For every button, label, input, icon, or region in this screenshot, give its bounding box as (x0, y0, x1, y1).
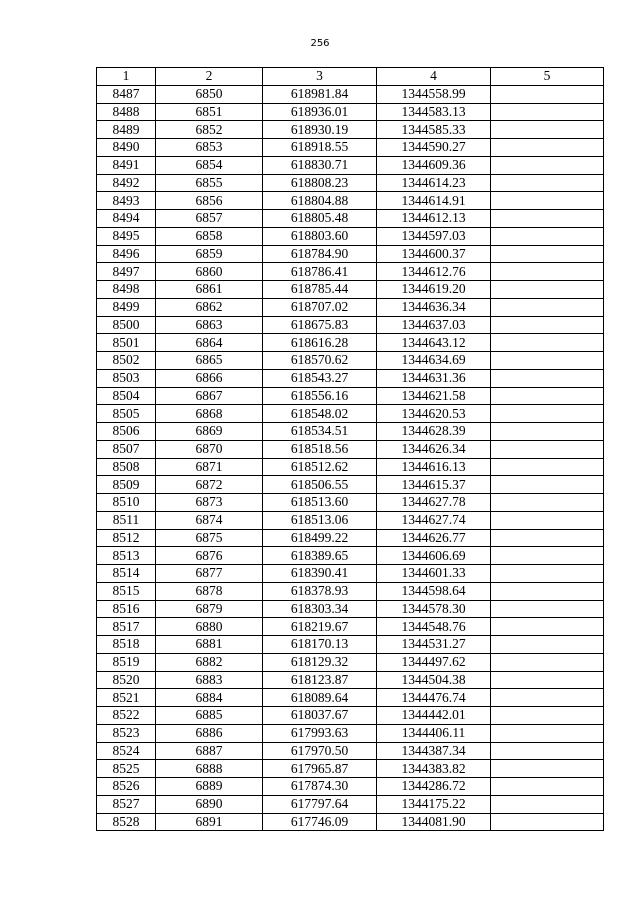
table-cell: 618499.22 (263, 529, 377, 547)
table-cell: 1344626.34 (377, 440, 491, 458)
table-cell: 618389.65 (263, 547, 377, 565)
table-cell: 8490 (97, 139, 156, 157)
table-cell: 8502 (97, 352, 156, 370)
table-cell: 617874.30 (263, 778, 377, 796)
table-cell: 6867 (156, 387, 263, 405)
table-row (97, 405, 604, 423)
table-cell: 6885 (156, 707, 263, 725)
table-cell (491, 440, 604, 458)
table-cell: 618785.44 (263, 281, 377, 299)
table-cell: 6875 (156, 529, 263, 547)
table-cell (491, 298, 604, 316)
table-cell: 8499 (97, 298, 156, 316)
table-cell: 8495 (97, 227, 156, 245)
table-cell (491, 653, 604, 671)
table-cell: 1344590.27 (377, 139, 491, 157)
table-cell (491, 192, 604, 210)
table-cell: 617970.50 (263, 742, 377, 760)
table-cell: 8511 (97, 511, 156, 529)
table-cell: 8512 (97, 529, 156, 547)
table-cell (491, 707, 604, 725)
table-cell: 1344406.11 (377, 724, 491, 742)
table-cell (491, 85, 604, 103)
table-row (97, 476, 604, 494)
table-row (97, 263, 604, 281)
table-cell: 6860 (156, 263, 263, 281)
table-row (97, 778, 604, 796)
table-cell: 1344175.22 (377, 795, 491, 813)
table-cell: 6862 (156, 298, 263, 316)
table-cell (491, 352, 604, 370)
table-cell: 6874 (156, 511, 263, 529)
table-row (97, 795, 604, 813)
table-cell: 6883 (156, 671, 263, 689)
table-cell: 1344585.33 (377, 121, 491, 139)
table-cell (491, 316, 604, 334)
table-cell: 6857 (156, 210, 263, 228)
table-row (97, 352, 604, 370)
table-cell: 618543.27 (263, 369, 377, 387)
table-cell (491, 476, 604, 494)
table-cell: 6870 (156, 440, 263, 458)
table-cell: 6884 (156, 689, 263, 707)
table-cell: 6880 (156, 618, 263, 636)
table-cell: 1344504.38 (377, 671, 491, 689)
table-cell: 1344612.13 (377, 210, 491, 228)
table-cell: 618037.67 (263, 707, 377, 725)
table-cell: 618803.60 (263, 227, 377, 245)
table-cell: 6868 (156, 405, 263, 423)
table-cell: 1344598.64 (377, 582, 491, 600)
table-cell: 618123.87 (263, 671, 377, 689)
table-cell: 8504 (97, 387, 156, 405)
table-cell: 617746.09 (263, 813, 377, 831)
table-cell (491, 529, 604, 547)
table-cell: 8496 (97, 245, 156, 263)
table-cell: 1344627.78 (377, 494, 491, 512)
table-row (97, 245, 604, 263)
table-cell (491, 174, 604, 192)
table-cell: 6852 (156, 121, 263, 139)
table-cell: 1344621.58 (377, 387, 491, 405)
table-cell: 1344606.69 (377, 547, 491, 565)
table-cell (491, 636, 604, 654)
table-cell (491, 778, 604, 796)
table-cell (491, 210, 604, 228)
table-cell: 6855 (156, 174, 263, 192)
table-cell: 1344442.01 (377, 707, 491, 725)
table-row (97, 653, 604, 671)
column-header: 3 (263, 68, 377, 86)
table-cell: 618513.60 (263, 494, 377, 512)
table-cell: 1344627.74 (377, 511, 491, 529)
table-row (97, 547, 604, 565)
table-row (97, 156, 604, 174)
table-cell: 1344476.74 (377, 689, 491, 707)
table-cell: 6856 (156, 192, 263, 210)
table-row (97, 387, 604, 405)
table-cell: 8521 (97, 689, 156, 707)
table-cell: 8514 (97, 565, 156, 583)
table-cell: 8516 (97, 600, 156, 618)
table-cell: 1344578.30 (377, 600, 491, 618)
table-cell: 1344634.69 (377, 352, 491, 370)
table-cell: 6877 (156, 565, 263, 583)
table-cell: 618804.88 (263, 192, 377, 210)
table-cell: 618129.32 (263, 653, 377, 671)
table-cell: 8505 (97, 405, 156, 423)
table-cell: 8494 (97, 210, 156, 228)
table-cell: 6882 (156, 653, 263, 671)
table-cell: 1344081.90 (377, 813, 491, 831)
table-cell (491, 423, 604, 441)
table-cell (491, 494, 604, 512)
table-cell: 1344614.23 (377, 174, 491, 192)
table-cell: 6881 (156, 636, 263, 654)
table-cell: 618518.56 (263, 440, 377, 458)
table-cell: 6859 (156, 245, 263, 263)
table-row (97, 210, 604, 228)
table-cell (491, 511, 604, 529)
table-cell: 1344609.36 (377, 156, 491, 174)
table-cell: 618786.41 (263, 263, 377, 281)
table-cell (491, 689, 604, 707)
table-cell: 1344601.33 (377, 565, 491, 583)
table-cell: 6889 (156, 778, 263, 796)
table-cell: 1344619.20 (377, 281, 491, 299)
table-cell: 618170.13 (263, 636, 377, 654)
table-cell: 8487 (97, 85, 156, 103)
table-row (97, 636, 604, 654)
table-cell: 6891 (156, 813, 263, 831)
table-cell: 1344616.13 (377, 458, 491, 476)
table-cell: 1344615.37 (377, 476, 491, 494)
table-cell (491, 121, 604, 139)
table-row (97, 174, 604, 192)
table-cell: 6861 (156, 281, 263, 299)
table-cell: 8513 (97, 547, 156, 565)
table-cell: 6858 (156, 227, 263, 245)
table-cell (491, 565, 604, 583)
table-cell (491, 724, 604, 742)
table-cell: 6865 (156, 352, 263, 370)
table-cell (491, 760, 604, 778)
table-cell: 618930.19 (263, 121, 377, 139)
table-cell: 6879 (156, 600, 263, 618)
table-row (97, 671, 604, 689)
table-cell: 6866 (156, 369, 263, 387)
table-cell: 617797.64 (263, 795, 377, 813)
table-cell: 8501 (97, 334, 156, 352)
table-cell: 8491 (97, 156, 156, 174)
table-row (97, 742, 604, 760)
table-cell: 6878 (156, 582, 263, 600)
table-row (97, 511, 604, 529)
table-row (97, 121, 604, 139)
table-cell: 1344631.36 (377, 369, 491, 387)
table-cell: 6890 (156, 795, 263, 813)
table-cell: 6887 (156, 742, 263, 760)
table-cell: 1344626.77 (377, 529, 491, 547)
table-cell: 618219.67 (263, 618, 377, 636)
table-cell (491, 156, 604, 174)
table-cell: 8492 (97, 174, 156, 192)
table-header-row (97, 68, 604, 86)
table-row (97, 298, 604, 316)
table-cell (491, 263, 604, 281)
table-cell: 618707.02 (263, 298, 377, 316)
table-cell (491, 103, 604, 121)
table-cell: 8518 (97, 636, 156, 654)
table-cell: 8525 (97, 760, 156, 778)
table-row (97, 760, 604, 778)
table-row (97, 103, 604, 121)
table-cell: 6873 (156, 494, 263, 512)
table-row (97, 423, 604, 441)
table-cell: 8509 (97, 476, 156, 494)
table-cell: 8489 (97, 121, 156, 139)
table-row (97, 458, 604, 476)
table-cell: 8500 (97, 316, 156, 334)
table-cell: 1344387.34 (377, 742, 491, 760)
table-cell: 1344497.62 (377, 653, 491, 671)
table-cell: 8497 (97, 263, 156, 281)
table-cell (491, 813, 604, 831)
table-cell (491, 387, 604, 405)
table-row (97, 565, 604, 583)
table-cell: 8488 (97, 103, 156, 121)
table-cell: 1344636.34 (377, 298, 491, 316)
table-cell (491, 405, 604, 423)
table-cell: 6888 (156, 760, 263, 778)
table-cell: 8506 (97, 423, 156, 441)
page-number: 256 (310, 38, 330, 49)
table-cell: 618089.64 (263, 689, 377, 707)
table-cell: 618513.06 (263, 511, 377, 529)
table-cell: 618936.01 (263, 103, 377, 121)
table-row (97, 689, 604, 707)
column-header: 2 (156, 68, 263, 86)
table-row (97, 618, 604, 636)
table-row (97, 600, 604, 618)
table-cell: 8493 (97, 192, 156, 210)
table-cell: 6871 (156, 458, 263, 476)
table-cell (491, 618, 604, 636)
table-cell: 1344286.72 (377, 778, 491, 796)
table-cell (491, 245, 604, 263)
table-cell: 618303.34 (263, 600, 377, 618)
table-cell (491, 547, 604, 565)
table-cell: 618378.93 (263, 582, 377, 600)
table-cell: 618556.16 (263, 387, 377, 405)
table-cell: 6886 (156, 724, 263, 742)
table-cell: 618784.90 (263, 245, 377, 263)
table-cell: 618830.71 (263, 156, 377, 174)
table-cell: 8515 (97, 582, 156, 600)
table-cell: 6850 (156, 85, 263, 103)
table-cell (491, 600, 604, 618)
table-cell: 618981.84 (263, 85, 377, 103)
column-header: 5 (491, 68, 604, 86)
table-cell: 1344643.12 (377, 334, 491, 352)
table-cell: 8520 (97, 671, 156, 689)
table-cell: 1344612.76 (377, 263, 491, 281)
table-row (97, 192, 604, 210)
table-row (97, 227, 604, 245)
table-cell: 8527 (97, 795, 156, 813)
table-row (97, 707, 604, 725)
table-cell: 617993.63 (263, 724, 377, 742)
table-cell: 6864 (156, 334, 263, 352)
table-cell: 6851 (156, 103, 263, 121)
table-row (97, 724, 604, 742)
table-row (97, 529, 604, 547)
table-cell: 8508 (97, 458, 156, 476)
table-row (97, 139, 604, 157)
table-cell: 618534.51 (263, 423, 377, 441)
table-cell (491, 369, 604, 387)
table-cell: 6876 (156, 547, 263, 565)
column-header: 4 (377, 68, 491, 86)
table-body (97, 85, 604, 831)
table-row (97, 494, 604, 512)
table-cell: 617965.87 (263, 760, 377, 778)
table-cell: 6863 (156, 316, 263, 334)
table-cell (491, 742, 604, 760)
table-cell: 8519 (97, 653, 156, 671)
coordinates-table (96, 67, 604, 831)
table-row (97, 813, 604, 831)
table-cell (491, 795, 604, 813)
table-row (97, 334, 604, 352)
table-cell: 8517 (97, 618, 156, 636)
table-cell: 618805.48 (263, 210, 377, 228)
table-cell: 1344620.53 (377, 405, 491, 423)
table-cell: 8522 (97, 707, 156, 725)
table-cell: 1344583.13 (377, 103, 491, 121)
table-cell: 8510 (97, 494, 156, 512)
table-cell: 618808.23 (263, 174, 377, 192)
table-cell: 1344600.37 (377, 245, 491, 263)
table-cell: 618616.28 (263, 334, 377, 352)
table-cell: 618512.62 (263, 458, 377, 476)
table-row (97, 440, 604, 458)
table-cell: 1344597.03 (377, 227, 491, 245)
table-cell: 1344628.39 (377, 423, 491, 441)
table-cell: 6872 (156, 476, 263, 494)
table-cell: 1344637.03 (377, 316, 491, 334)
table-cell (491, 139, 604, 157)
column-header: 1 (97, 68, 156, 86)
table-cell: 1344531.27 (377, 636, 491, 654)
table-cell (491, 281, 604, 299)
table-cell: 1344383.82 (377, 760, 491, 778)
table-row (97, 369, 604, 387)
table-cell: 1344548.76 (377, 618, 491, 636)
table-cell: 1344614.91 (377, 192, 491, 210)
table-cell: 6854 (156, 156, 263, 174)
table-cell: 1344558.99 (377, 85, 491, 103)
table-row (97, 582, 604, 600)
table-row (97, 316, 604, 334)
table-cell: 618390.41 (263, 565, 377, 583)
table-cell (491, 671, 604, 689)
table-cell (491, 458, 604, 476)
table-cell (491, 582, 604, 600)
table-cell: 618548.02 (263, 405, 377, 423)
table-cell: 6853 (156, 139, 263, 157)
table-cell: 8524 (97, 742, 156, 760)
table-cell: 8503 (97, 369, 156, 387)
table-row (97, 281, 604, 299)
table-cell: 8507 (97, 440, 156, 458)
table-cell (491, 227, 604, 245)
table-cell: 618675.83 (263, 316, 377, 334)
table-cell: 618918.55 (263, 139, 377, 157)
table-cell: 8498 (97, 281, 156, 299)
table-cell (491, 334, 604, 352)
table-cell: 8526 (97, 778, 156, 796)
table-cell: 618570.62 (263, 352, 377, 370)
table-cell: 6869 (156, 423, 263, 441)
table-cell: 8523 (97, 724, 156, 742)
table-cell: 618506.55 (263, 476, 377, 494)
table-row (97, 85, 604, 103)
table-cell: 8528 (97, 813, 156, 831)
